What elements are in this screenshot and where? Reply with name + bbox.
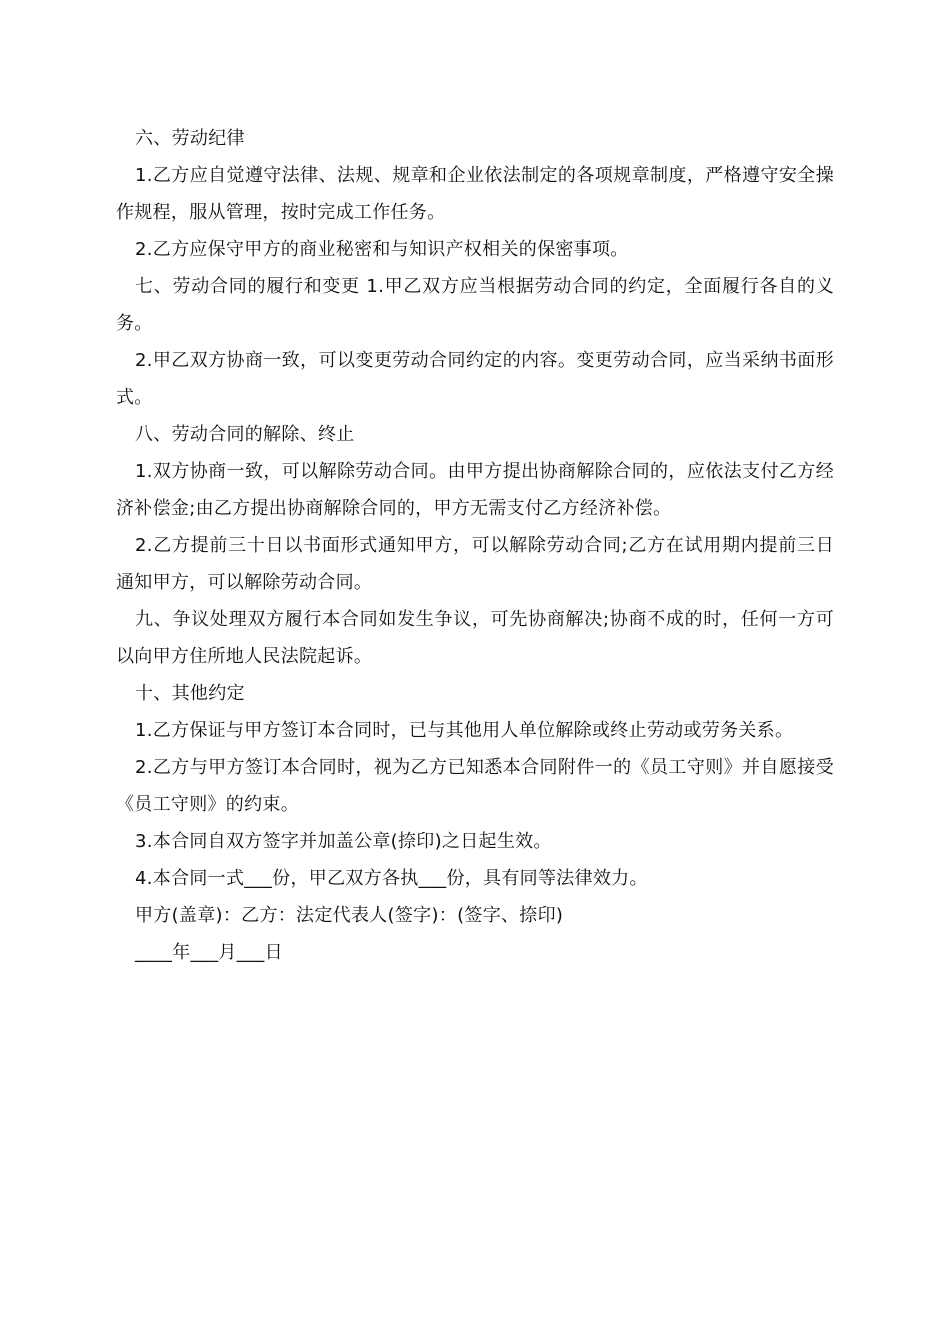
clause-6-1: 1.乙方应自觉遵守法律、法规、规章和企业依法制定的各项规章制度，严格遵守安全操作规程，服从管理，按时完成工作任务。 (116, 165, 834, 223)
signature-line: 甲方(盖章)：乙方：法定代表人(签字)：(签字、捺印) (135, 905, 564, 926)
clause-6-2: 2.乙方应保守甲方的商业秘密和与知识产权相关的保密事项。 (135, 239, 629, 260)
clause-10-1: 1.乙方保证与甲方签订本合同时，已与其他用人单位解除或终止劳动或劳务关系。 (135, 720, 794, 741)
date-line: ____年___月___日 (135, 942, 283, 963)
section-heading-other: 十、其他约定 (135, 683, 245, 704)
clause-7-2: 2.甲乙双方协商一致，可以变更劳动合同约定的内容。变更劳动合同，应当采纳书面形式。 (116, 350, 834, 408)
document-body (116, 120, 834, 971)
clause-8-1: 1.双方协商一致，可以解除劳动合同。由甲方提出协商解除合同的，应依法支付乙方经济补偿金;由乙方提出协商解除合同的，甲方无需支付乙方经济补偿。 (116, 461, 834, 519)
section-heading-labor-discipline: 六、劳动纪律 (135, 128, 245, 149)
clause-8-2: 2.乙方提前三十日以书面形式通知甲方，可以解除劳动合同;乙方在试用期内提前三日通知甲方，可以解除劳动合同。 (116, 535, 834, 593)
section-dispute-resolution: 九、争议处理双方履行本合同如发生争议，可先协商解决;协商不成的时，任何一方可以向甲方住所地人民法院起诉。 (116, 609, 834, 667)
clause-10-2: 2.乙方与甲方签订本合同时，视为乙方已知悉本合同附件一的《员工守则》并自愿接受《员工守则》的约束。 (116, 757, 834, 815)
section-heading-termination: 八、劳动合同的解除、终止 (135, 424, 355, 445)
clause-10-3: 3.本合同自双方签字并加盖公章(捺印)之日起生效。 (135, 831, 552, 852)
section-contract-performance: 七、劳动合同的履行和变更 1.甲乙双方应当根据劳动合同的约定，全面履行各自的义务。 (116, 276, 834, 334)
clause-10-4: 4.本合同一式___份，甲乙双方各执___份，具有同等法律效力。 (135, 868, 648, 889)
